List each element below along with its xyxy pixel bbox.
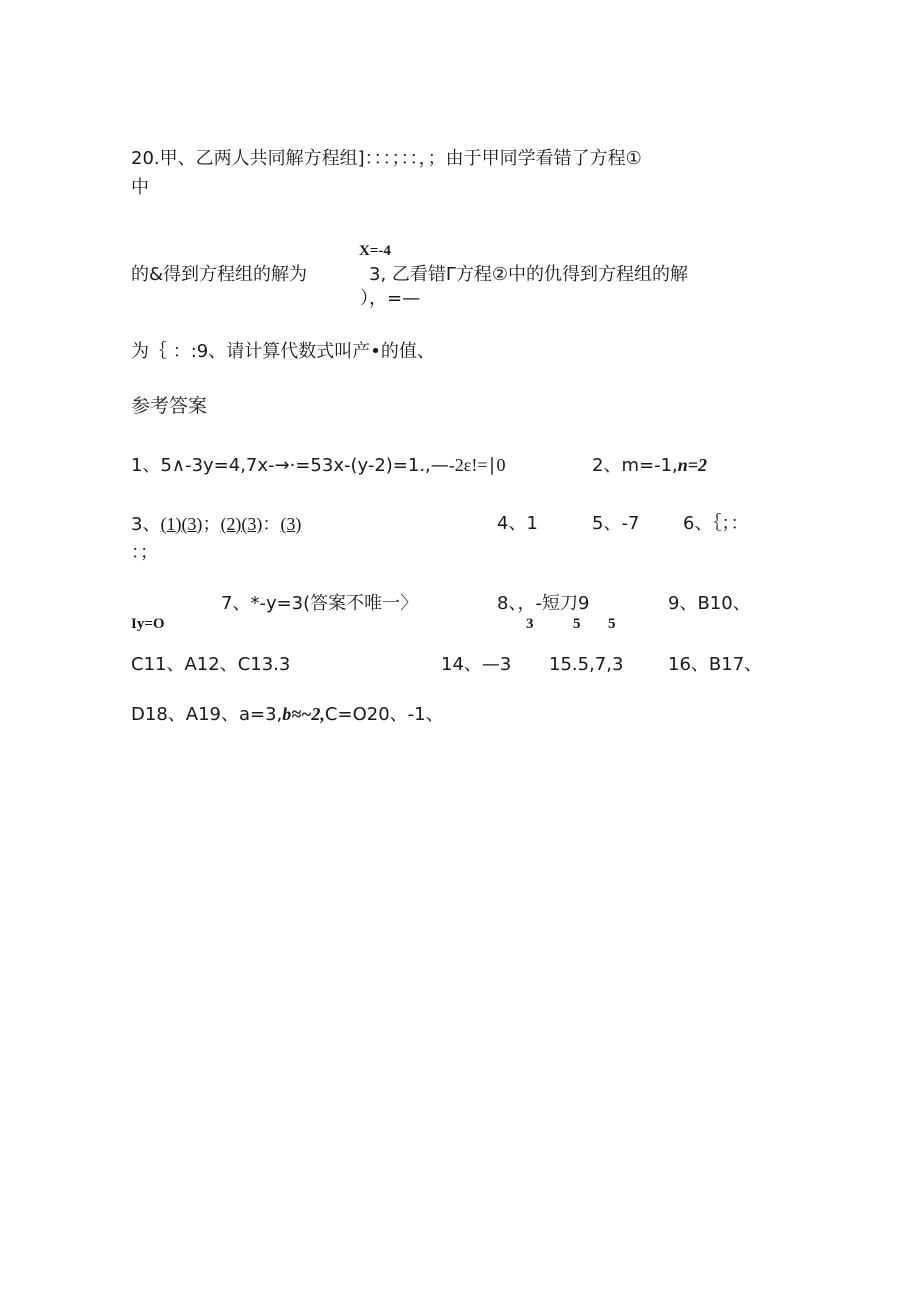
answer-1-tail: -2ε!=∣0	[448, 455, 506, 475]
solution-x-value: X=-4	[359, 243, 391, 259]
answer-3-sep-2: ：	[262, 514, 281, 535]
answer-3-prefix: 3、	[131, 514, 161, 535]
answer-14: 14、—3	[441, 654, 512, 675]
problem-20-line-2-left: 的&得到方程组的解为	[131, 264, 308, 285]
answer-1	[131, 454, 505, 477]
answer-3-part-3: (3)	[280, 514, 302, 534]
problem-20-line-1-continued: 中	[131, 177, 149, 198]
answers-16-17: 16、B17、	[668, 654, 763, 675]
problem-20-line-2-main: 3, 乙看错Γ方程②中的仇得到方程组的解	[369, 264, 689, 285]
answer-3-part-1: (1)(3)	[160, 514, 203, 534]
answer-8-denominator-3: 5	[608, 616, 616, 632]
answer-2-main: 2、m=-1,	[592, 455, 678, 476]
answers-11-13: C11、A12、C13.3	[131, 654, 291, 675]
answer-8-denominator-2: 5	[573, 616, 581, 632]
problem-20-line-1: 20.甲、乙两人共同解方程组]：：：；：：，；由于甲同学看错了方程①	[131, 148, 642, 169]
answers-18-19: D18、A19、a=3,	[131, 704, 283, 725]
answer-6-continued: ：；	[131, 542, 158, 563]
answers-heading: 参考答案	[131, 395, 208, 417]
answer-5: 5、-7	[592, 513, 640, 534]
answer-19-c-20: C=O20、-1、	[324, 704, 444, 725]
answer-3-part-2: (2)(3)	[220, 514, 263, 534]
answer-3-sep-1: ；	[202, 514, 221, 535]
answer-9-10: 9、B10、	[668, 593, 751, 614]
answers-18-20	[131, 703, 444, 726]
answer-6: 6、｛；：	[683, 513, 749, 534]
answer-3	[131, 513, 301, 536]
solution-y-value: ），=—	[360, 288, 421, 309]
answer-4: 4、1	[497, 513, 538, 534]
answer-15: 15.5,7,3	[549, 654, 624, 675]
answer-7: 7、*-y=3(答案不唯一〉	[221, 593, 419, 614]
answer-2-tail: n=2	[677, 455, 708, 475]
answer-8-denominator-1: 3	[526, 616, 534, 632]
answer-2	[592, 454, 707, 477]
answer-19-b: b≈~2,	[282, 704, 325, 724]
problem-20-line-3: 为｛ ：:9、请计算代数式叫产•的值、	[131, 341, 435, 362]
answer-7-second-equation: Iy=O	[131, 616, 165, 632]
answer-1-main: 1、5∧-3y=4,7x-→·=53x-(y-2)=1.,—	[131, 455, 449, 476]
answer-8: 8、，-短刀9	[497, 593, 590, 614]
